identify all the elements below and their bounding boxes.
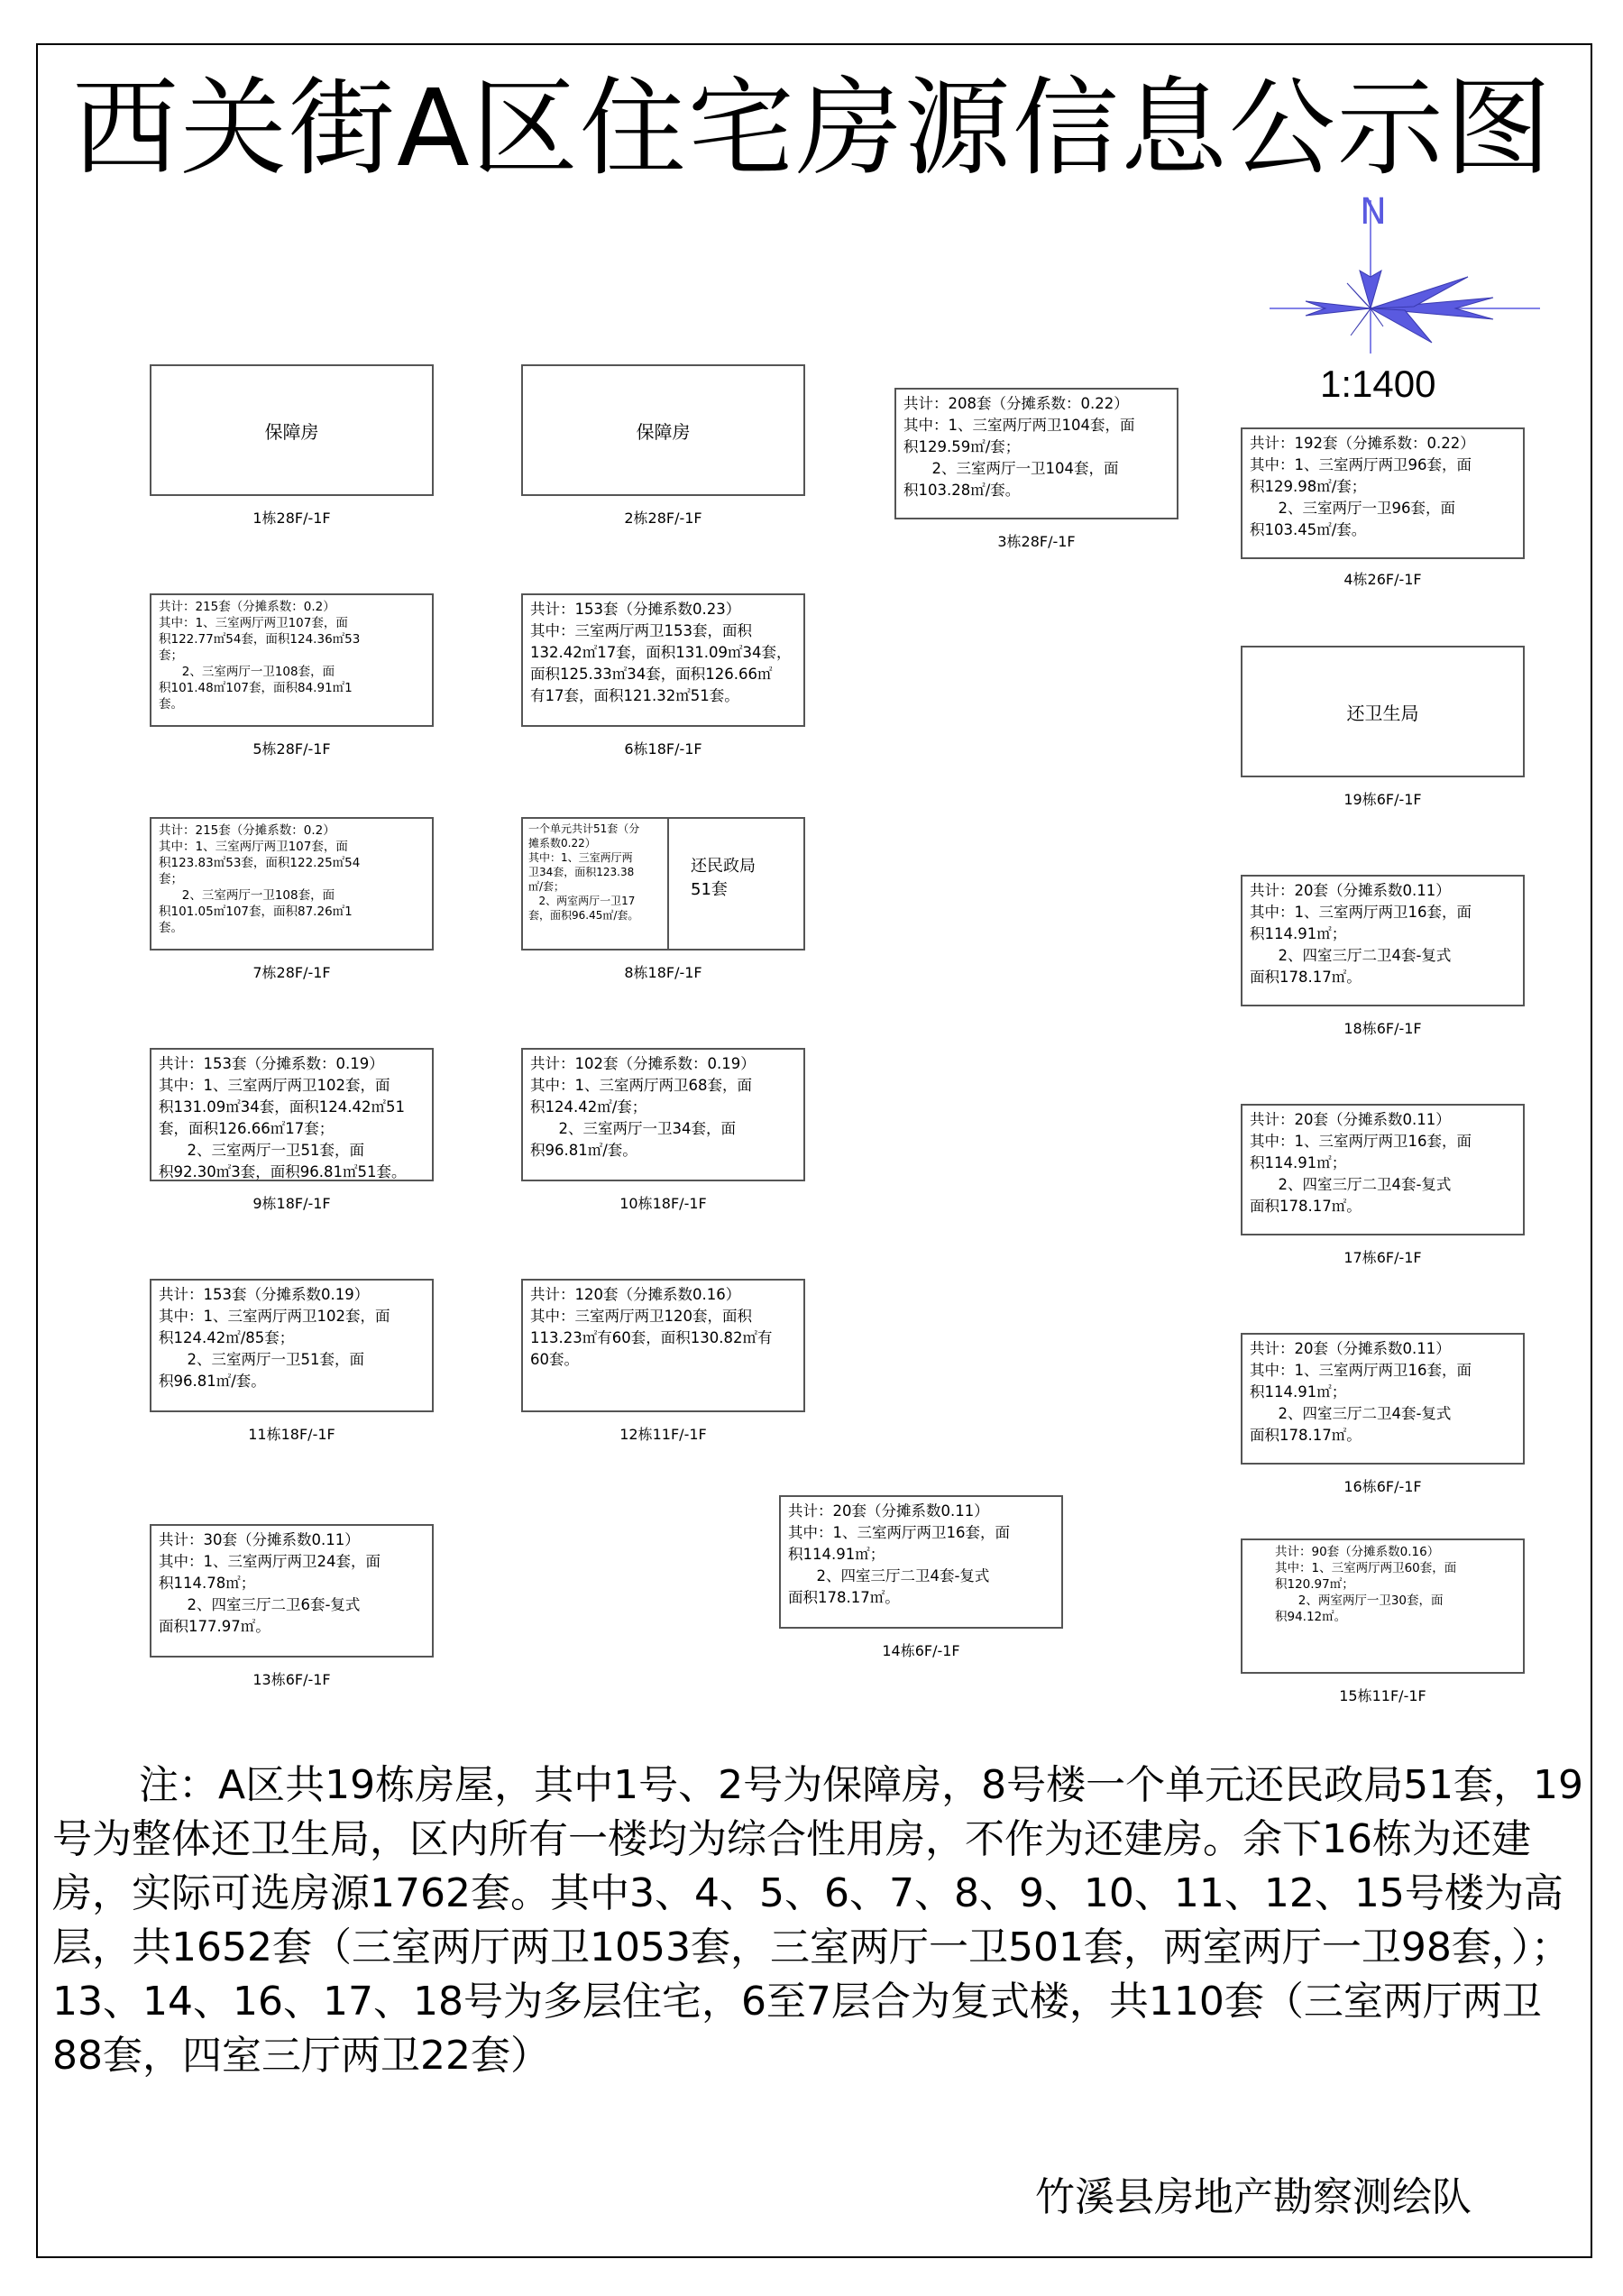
- building-6-info: 共计：153套（分摊系数0.23） 其中：三室两厅两卫153套，面积 132.42㎡17套，面积131.09㎡34套， 面积125.33㎡34套，面积126.66㎡ 有17套，面积121.32㎡51套。: [530, 601, 792, 704]
- building-8-label: 8栋18F/-1F: [624, 964, 702, 981]
- building-16-label: 16栋6F/-1F: [1343, 1478, 1422, 1495]
- building-5: [150, 593, 434, 727]
- building-19-name: 还卫生局: [1346, 702, 1419, 724]
- building-6: [521, 593, 805, 727]
- building-15: [1241, 1538, 1525, 1674]
- building-1-label: 1栋28F/-1F: [252, 510, 331, 527]
- building-17: [1241, 1104, 1525, 1235]
- surveyor-signature: 竹溪县房地产勘察测绘队: [1035, 2174, 1472, 2220]
- building-19: [1241, 646, 1525, 777]
- building-13-label: 13栋6F/-1F: [252, 1671, 331, 1688]
- building-11-label: 11栋18F/-1F: [248, 1426, 335, 1443]
- building-10: [521, 1048, 805, 1181]
- building-11: [150, 1279, 434, 1412]
- north-label: N: [1360, 191, 1387, 233]
- building-13-info: 共计：30套（分摊系数0.11） 其中：1、三室两厅两卫24套，面 积114.78㎡； 2、四室三厅二卫6套-复式 面积177.97㎡。: [159, 1531, 381, 1635]
- building-9: [150, 1048, 434, 1181]
- scale-ratio: 1:1400: [1320, 363, 1436, 405]
- building-7-label: 7栋28F/-1F: [252, 964, 331, 981]
- building-1-name: 保障房: [264, 420, 319, 443]
- building-8-divider: [667, 819, 669, 949]
- building-14-info: 共计：20套（分摊系数0.11） 其中：1、三室两厅两卫16套，面 积114.91㎡； 2、四室三厅二卫4套-复式 面积178.17㎡。: [788, 1502, 1010, 1606]
- building-15-info: 共计：90套（分摊系数0.16） 其中：1、三室两厅两卫60套，面 积120.97㎡； 2、两室两厅一卫30套，面 积94.12㎡。: [1275, 1545, 1457, 1624]
- building-5-label: 5栋28F/-1F: [252, 740, 331, 758]
- building-18-label: 18栋6F/-1F: [1343, 1020, 1422, 1037]
- building-17-label: 17栋6F/-1F: [1343, 1249, 1422, 1266]
- building-19-label: 19栋6F/-1F: [1343, 791, 1422, 808]
- building-10-info: 共计：102套（分摊系数：0.19） 其中：1、三室两厅两卫68套，面 积124.42㎡/套； 2、三室两厅一卫34套，面 积96.81㎡/套。: [530, 1055, 756, 1159]
- building-16-info: 共计：20套（分摊系数0.11） 其中：1、三室两厅两卫16套，面 积114.91㎡； 2、四室三厅二卫4套-复式 面积178.17㎡。: [1250, 1340, 1472, 1444]
- building-6-label: 6栋18F/-1F: [624, 740, 702, 758]
- building-9-info: 共计：153套（分摊系数：0.19） 其中：1、三室两厅两卫102套，面 积131.09㎡34套，面积124.42㎡51 套，面积126.66㎡17套； 2、三室两厅一卫51套，面 积92.30㎡3套，面积96.81㎡51套。: [159, 1055, 407, 1180]
- building-3-info: 共计：208套（分摊系数：0.22） 其中：1、三室两厅两卫104套，面 积129.59㎡/套； 2、三室两厅一卫104套，面 积103.28㎡/套。: [903, 395, 1135, 499]
- building-14-label: 14栋6F/-1F: [882, 1642, 960, 1659]
- building-2: [521, 364, 805, 496]
- building-4-info: 共计：192套（分摊系数：0.22） 其中：1、三室两厅两卫96套，面 积129.98㎡/套； 2、三室两厅一卫96套，面 积103.45㎡/套。: [1250, 435, 1475, 538]
- building-7: [150, 817, 434, 951]
- building-2-name: 保障房: [636, 420, 691, 443]
- footnote: 注：A区共19栋房屋，其中1号、2号为保障房，8号楼一个单元还民政局51套，19号为整体还卫生局，区内所有一楼均为综合性用房，不作为还建房。余下16栋为还建房，实际可选房源1762套。其中3、4、5、6、7、8、9、10、11、12、15号楼为高层，共1652套（三室两厅两卫1053套，三室两厅一卫501套，两室两厅一卫98套，）；13、14、16、17、18号为多层住宅，6至7层合为复式楼，共110套（三室两厅两卫88套，四室三厅两卫22套）: [52, 1762, 1584, 2079]
- building-16: [1241, 1333, 1525, 1465]
- building-14: [779, 1495, 1063, 1629]
- building-5-info: 共计：215套（分摊系数：0.2） 其中：1、三室两厅两卫107套，面 积122.77㎡54套，面积124.36㎡53 套； 2、三室两厅一卫108套，面 积101.48㎡107套，面积84.91㎡1 套。: [159, 600, 361, 712]
- building-8-info: 一个单元共计51套（分 摊系数0.22） 其中：1、三室两厅两 卫34套，面积123.38 ㎡/套； 2、两室两厅一卫17 套，面积96.45㎡/套。: [528, 822, 640, 922]
- building-3-label: 3栋28F/-1F: [997, 533, 1076, 550]
- building-12-info: 共计：120套（分摊系数0.16） 其中：三室两厅两卫120套，面积 113.23㎡有60套，面积130.82㎡有 60套。: [530, 1286, 773, 1368]
- building-12-label: 12栋11F/-1F: [619, 1426, 707, 1443]
- building-15-label: 15栋11F/-1F: [1339, 1687, 1426, 1704]
- page-title: 西关街A区住宅房源信息公示图: [72, 66, 1554, 190]
- building-4: [1241, 427, 1525, 559]
- building-1: [150, 364, 434, 496]
- building-3: [894, 388, 1178, 519]
- building-12: [521, 1279, 805, 1412]
- building-9-label: 9栋18F/-1F: [252, 1195, 331, 1212]
- building-7-info: 共计：215套（分摊系数：0.2） 其中：1、三室两厅两卫107套，面 积123.83㎡53套，面积122.25㎡54 套； 2、三室两厅一卫108套，面 积101.05㎡107套，面积87.26㎡1 套。: [159, 823, 361, 935]
- building-10-label: 10栋18F/-1F: [619, 1195, 707, 1212]
- building-8-side-note: 还民政局 51套: [691, 857, 756, 899]
- building-4-label: 4栋26F/-1F: [1343, 571, 1422, 588]
- building-18: [1241, 875, 1525, 1006]
- building-8: [521, 817, 805, 951]
- building-11-info: 共计：153套（分摊系数0.19） 其中：1、三室两厅两卫102套，面 积124.42㎡/85套； 2、三室两厅一卫51套，面 积96.81㎡/套。: [159, 1286, 390, 1390]
- building-13: [150, 1524, 434, 1658]
- compass-rose-icon: [1270, 191, 1558, 363]
- building-2-label: 2栋28F/-1F: [624, 510, 702, 527]
- building-18-info: 共计：20套（分摊系数0.11） 其中：1、三室两厅两卫16套，面 积114.91㎡； 2、四室三厅二卫4套-复式 面积178.17㎡。: [1250, 882, 1472, 986]
- building-17-info: 共计：20套（分摊系数0.11） 其中：1、三室两厅两卫16套，面 积114.91㎡； 2、四室三厅二卫4套-复式 面积178.17㎡。: [1250, 1111, 1472, 1215]
